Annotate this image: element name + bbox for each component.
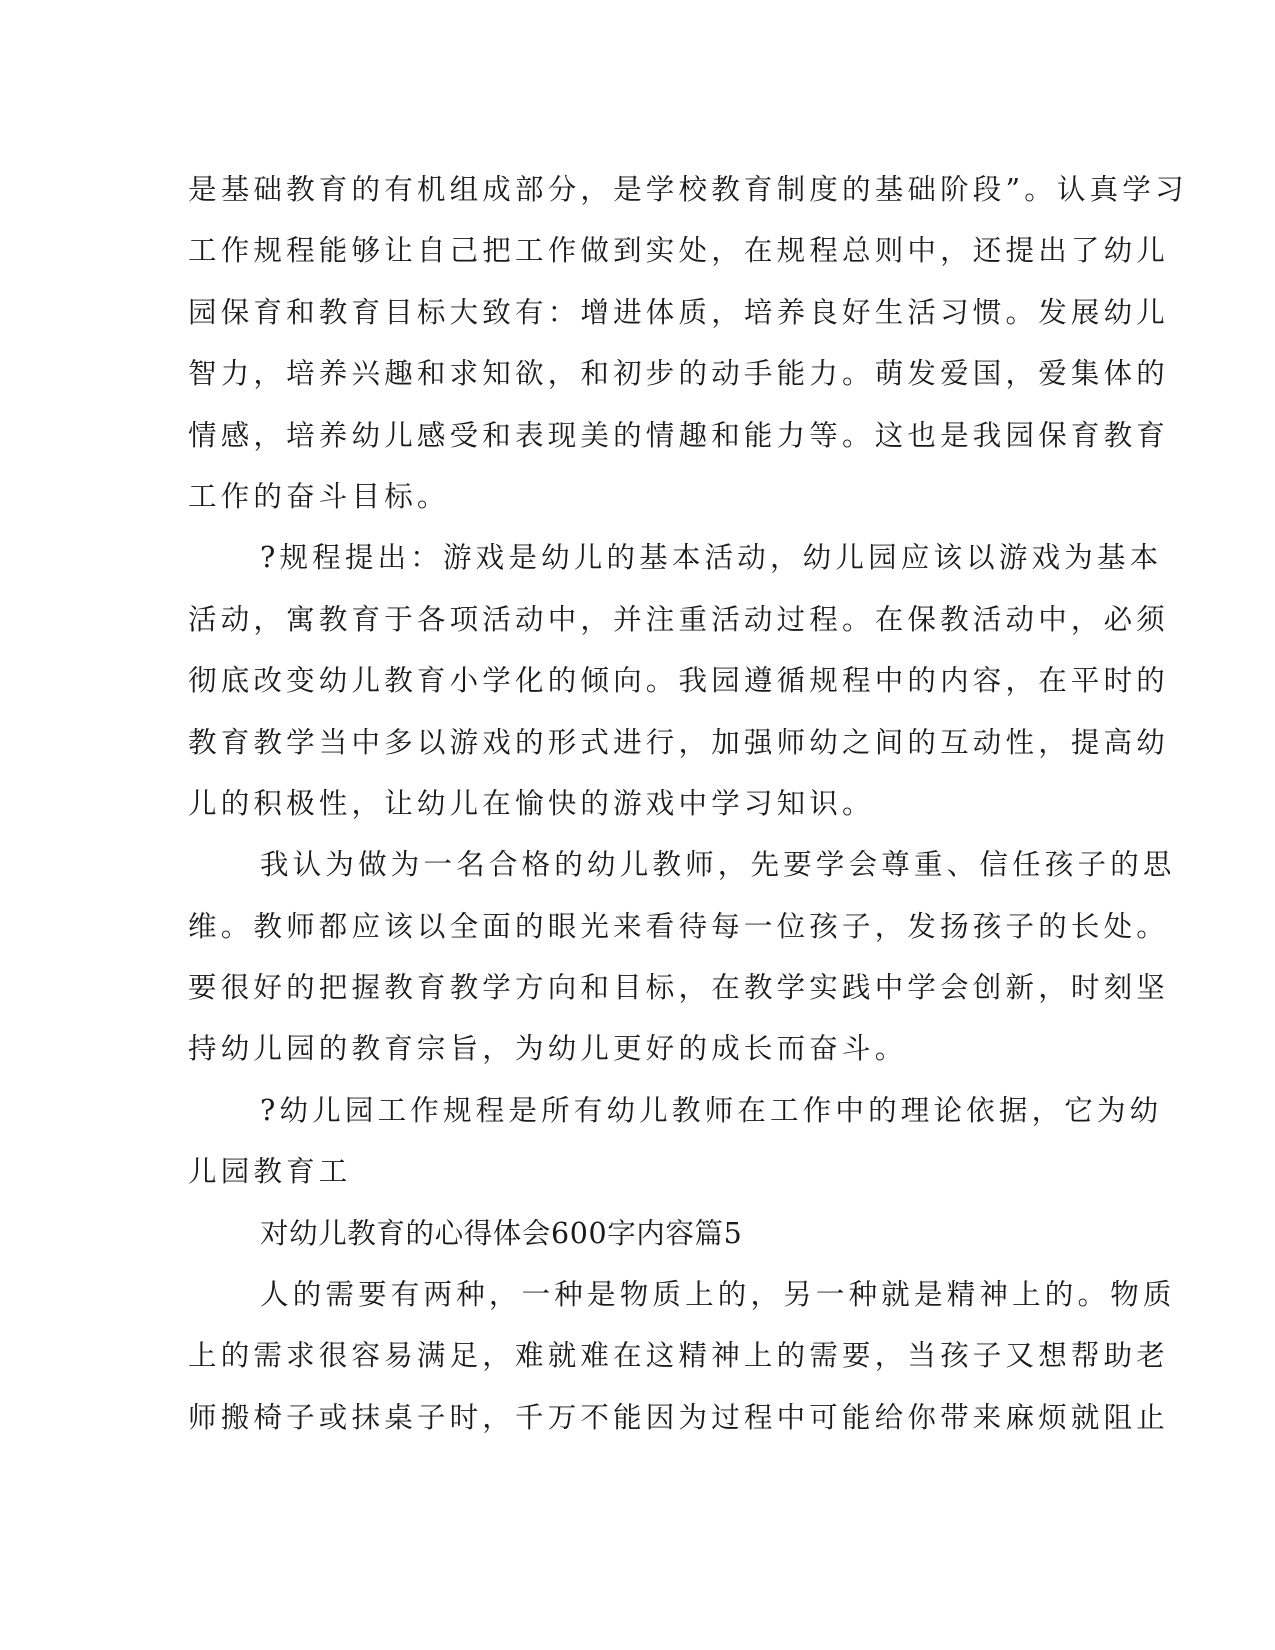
text-line: 儿园教育工 bbox=[188, 1155, 352, 1189]
text-line: 儿的积极性，让幼儿在愉快的游戏中学习知识。 bbox=[188, 786, 875, 820]
body-text bbox=[188, 159, 1188, 1448]
section-heading: 对幼儿教育的心得体会600字内容篇5 bbox=[260, 1216, 743, 1250]
text-line: 智力，培养兴趣和求知欲，和初步的动手能力。萌发爱国，爱集体的 bbox=[188, 357, 1170, 391]
text-line: 工作规程能够让自己把工作做到实处，在规程总则中，还提出了幼儿 bbox=[188, 234, 1170, 268]
text-line: 持幼儿园的教育宗旨，为幼儿更好的成长而奋斗。 bbox=[188, 1032, 908, 1066]
text-line: ?规程提出：游戏是幼儿的基本活动，幼儿园应该以游戏为基本 bbox=[260, 541, 1163, 575]
text-line: ?幼儿园工作规程是所有幼儿教师在工作中的理论依据，它为幼 bbox=[260, 1093, 1163, 1127]
text-line: 维。教师都应该以全面的眼光来看待每一位孩子，发扬孩子的长处。 bbox=[188, 909, 1170, 943]
text-line: 是基础教育的有机组成部分，是学校教育制度的基础阶段”。认真学习 bbox=[188, 173, 1188, 206]
text-line: 我认为做为一名合格的幼儿教师，先要学会尊重、信任孩子的思 bbox=[260, 848, 1176, 882]
text-line: 上的需求很容易满足，难就难在这精神上的需要，当孩子又想帮助老 bbox=[188, 1339, 1170, 1373]
text-line: 活动，寓教育于各项活动中，并注重活动过程。在保教活动中，必须 bbox=[188, 602, 1170, 636]
text-line: 人的需要有两种，一种是物质上的，另一种就是精神上的。物质 bbox=[260, 1278, 1176, 1312]
text-line: 工作的奋斗目标。 bbox=[188, 479, 450, 513]
text-line: 要很好的把握教育教学方向和目标，在教学实践中学会创新，时刻坚 bbox=[188, 971, 1170, 1005]
text-line: 园保育和教育目标大致有：增进体质，培养良好生活习惯。发展幼儿 bbox=[188, 295, 1170, 329]
text-line: 师搬椅子或抹桌子时，千万不能因为过程中可能给你带来麻烦就阻止 bbox=[188, 1400, 1170, 1434]
text-line: 彻底改变幼儿教育小学化的倾向。我园遵循规程中的内容，在平时的 bbox=[188, 664, 1170, 698]
text-line: 教育教学当中多以游戏的形式进行，加强师幼之间的互动性，提高幼 bbox=[188, 725, 1170, 759]
text-line: 情感，培养幼儿感受和表现美的情趣和能力等。这也是我园保育教育 bbox=[188, 418, 1170, 452]
